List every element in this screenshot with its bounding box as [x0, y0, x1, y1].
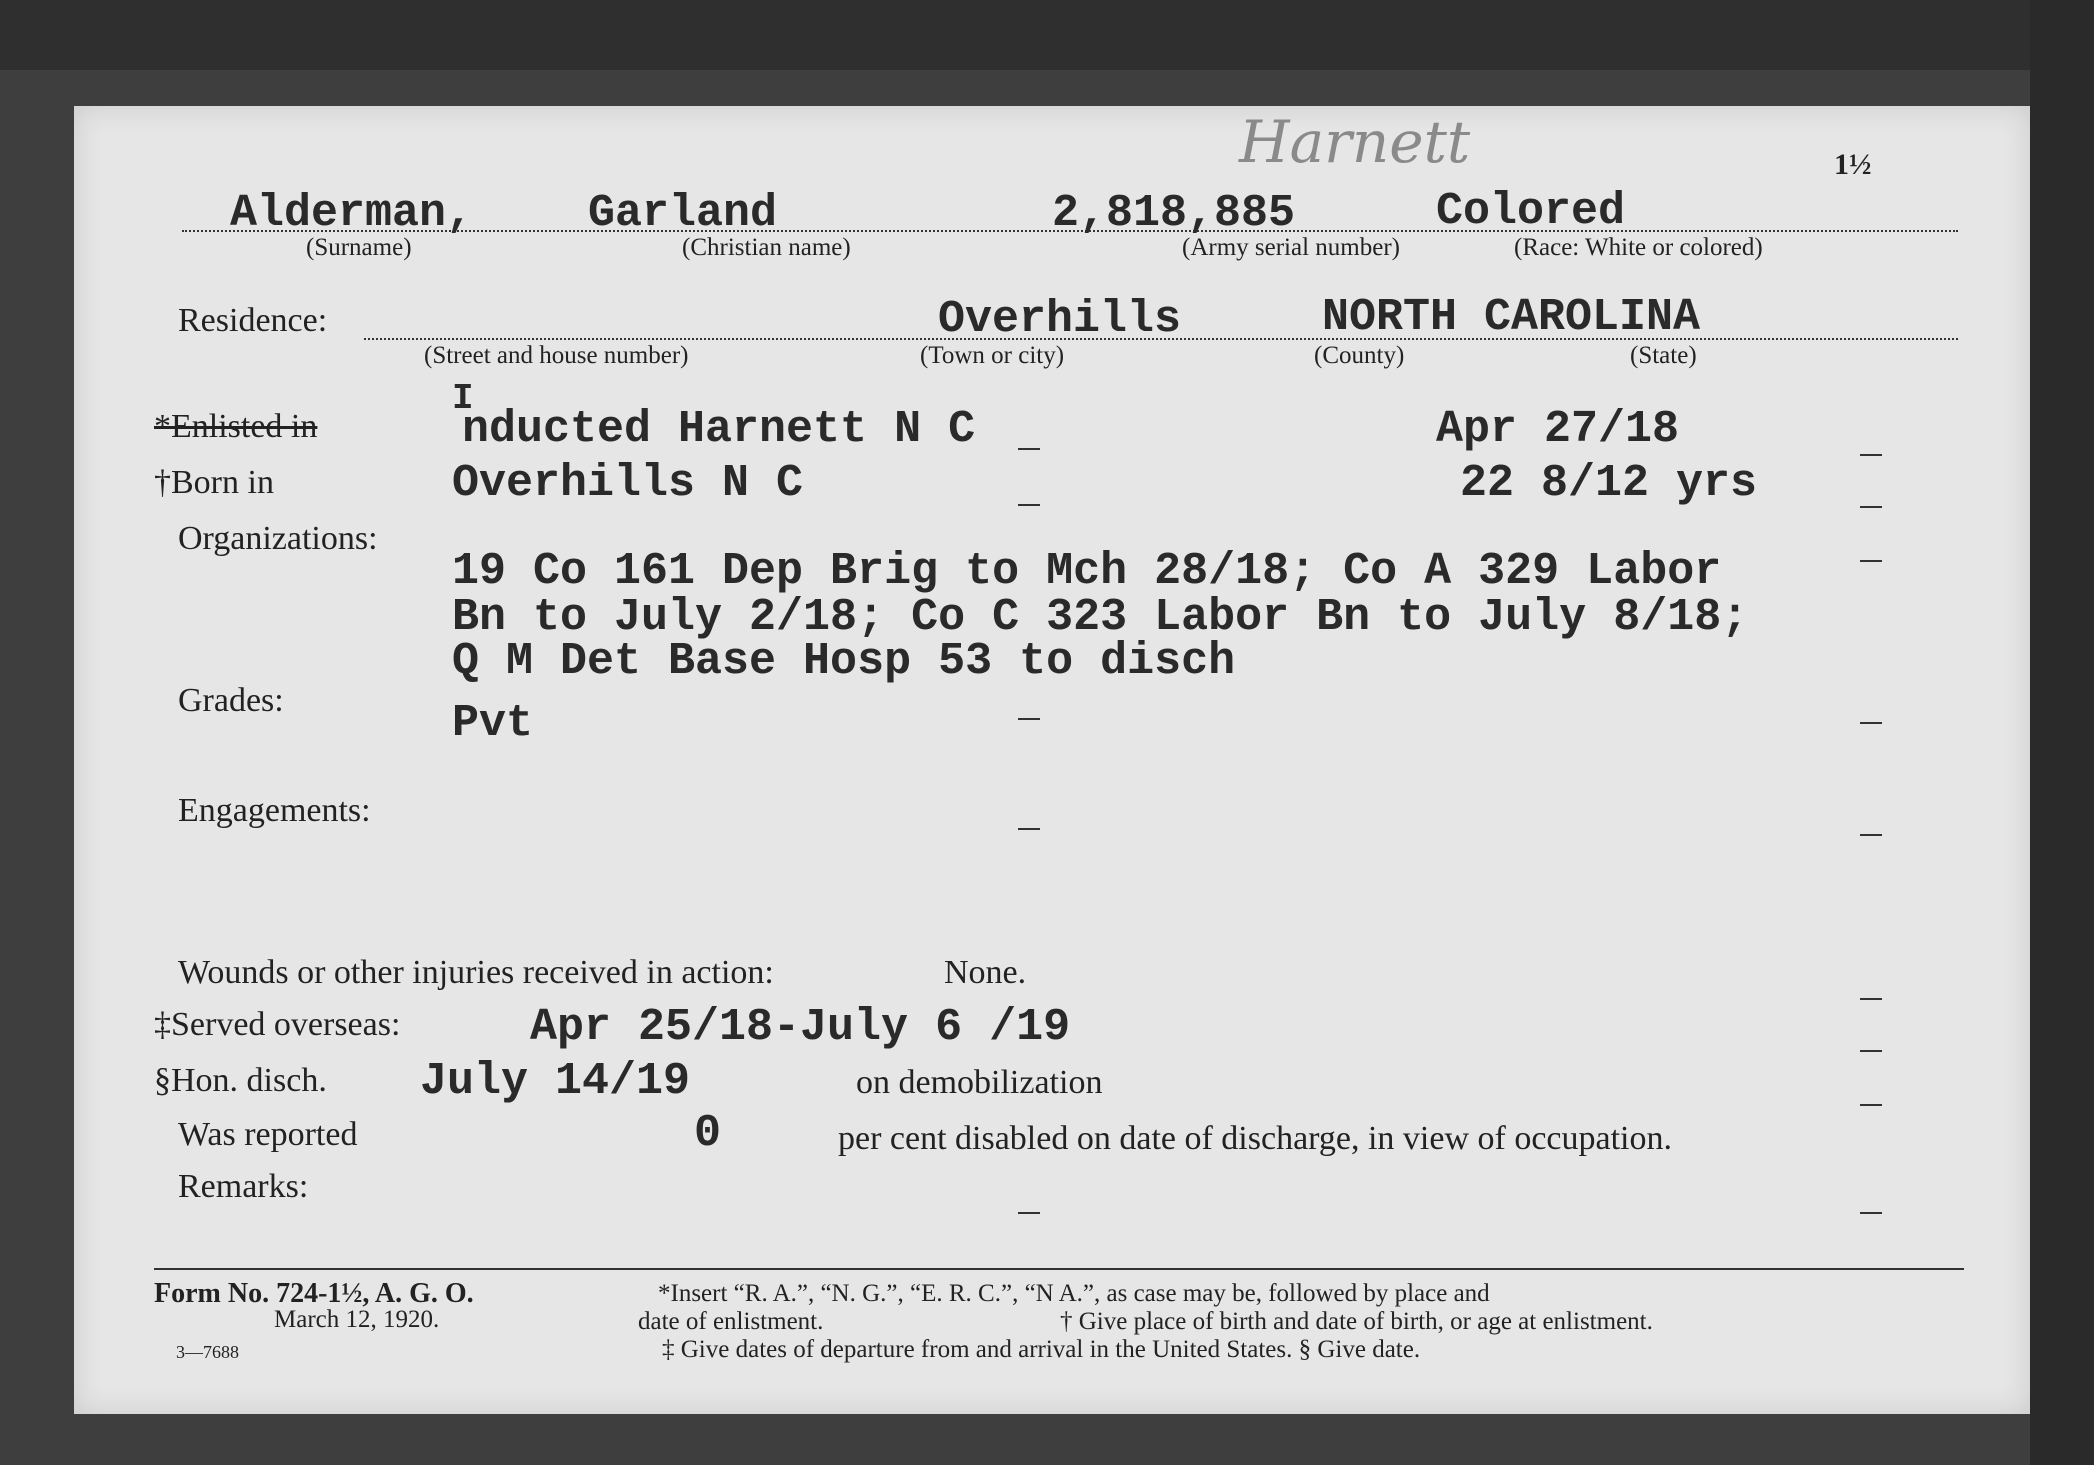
served-overseas-label: ‡Served overseas:	[154, 1006, 401, 1043]
organizations-line-2: Bn to July 2/18; Co C 323 Labor Bn to July 8/18;	[452, 592, 1749, 643]
enlisted-place-prefix: I	[452, 378, 474, 419]
race-caption: (Race: White or colored)	[1514, 234, 1763, 261]
born-label: †Born in	[154, 464, 274, 501]
born-age-value: 22 8/12 yrs	[1460, 458, 1758, 509]
residence-town-value: Overhills	[938, 294, 1182, 345]
street-caption: (Street and house number)	[424, 342, 689, 369]
organizations-line-1: 19 Co 161 Dep Brig to Mch 28/18; Co A 329 Labor	[452, 546, 1722, 597]
race-value: Colored	[1436, 186, 1626, 237]
enlisted-label: *Enlisted in	[154, 408, 318, 445]
state-caption: (State)	[1630, 342, 1697, 369]
christian-name-value: Garland	[588, 188, 778, 239]
handwritten-county: Harnett	[1239, 108, 1471, 176]
engagements-label: Engagements:	[178, 792, 371, 829]
footer-rule	[154, 1268, 1964, 1270]
serial-number-value: 2,818,885	[1052, 188, 1296, 239]
footnote-line-3: ‡ Give dates of departure from and arrival in the United States. § Give date.	[662, 1336, 1421, 1363]
form-fraction: 1½	[1834, 148, 1872, 181]
reported-text: per cent disabled on date of discharge, in view of occupation.	[838, 1120, 1672, 1157]
dash-mark	[1018, 504, 1040, 506]
serial-caption: (Army serial number)	[1182, 234, 1400, 261]
dash-mark	[1860, 834, 1882, 836]
dash-mark	[1860, 998, 1882, 1000]
dash-mark	[1018, 718, 1040, 720]
remarks-label: Remarks:	[178, 1168, 309, 1205]
dash-mark	[1860, 722, 1882, 724]
dash-mark	[1860, 1104, 1882, 1106]
enlisted-date-value: Apr 27/18	[1436, 404, 1680, 455]
organizations-line-3: Q M Det Base Hosp 53 to disch	[452, 636, 1236, 687]
scan-background-right	[2030, 0, 2094, 1465]
wounds-value: None.	[944, 954, 1027, 991]
dash-mark	[1860, 454, 1882, 456]
county-caption: (County)	[1314, 342, 1405, 369]
organizations-label: Organizations:	[178, 520, 378, 557]
dash-mark	[1860, 560, 1882, 562]
christian-name-caption: (Christian name)	[682, 234, 851, 261]
dash-mark	[1860, 506, 1882, 508]
scan-background-top	[0, 0, 2094, 70]
grades-label: Grades:	[178, 682, 284, 719]
service-record-card	[74, 106, 2030, 1414]
dash-mark	[1018, 828, 1040, 830]
form-number: Form No. 724-1½, A. G. O.	[154, 1278, 474, 1309]
residence-county-state-value: NORTH CAROLINA	[1322, 292, 1701, 343]
dash-mark	[1018, 1212, 1040, 1214]
footnote-line-2-right: † Give place of birth and date of birth, or age at enlistment.	[1060, 1308, 1653, 1335]
surname-caption: (Surname)	[306, 234, 412, 261]
reported-value: 0	[694, 1108, 722, 1159]
surname-value: Alderman,	[230, 188, 474, 239]
born-place-value: Overhills N C	[452, 458, 804, 509]
dash-mark	[1860, 1212, 1882, 1214]
served-overseas-value: Apr 25/18-July 6 /19	[530, 1002, 1071, 1053]
form-date: March 12, 1920.	[274, 1306, 440, 1333]
enlisted-place-value: nducted Harnett N C	[462, 404, 976, 455]
footnote-line-2-left: date of enlistment.	[638, 1308, 824, 1335]
print-code: 3—7688	[176, 1342, 239, 1362]
town-caption: (Town or city)	[920, 342, 1065, 369]
dash-mark	[1018, 448, 1040, 450]
footnote-line-1: *Insert “R. A.”, “N. G.”, “E. R. C.”, “N A.”, as case may be, followed by place and	[658, 1280, 1490, 1307]
grades-value: Pvt	[452, 698, 534, 749]
residence-label: Residence:	[178, 302, 328, 339]
dash-mark	[1860, 1050, 1882, 1052]
wounds-label: Wounds or other injuries received in action:	[178, 954, 774, 991]
reported-label: Was reported	[178, 1116, 358, 1153]
hon-disch-reason: on demobilization	[856, 1064, 1103, 1101]
hon-disch-date-value: July 14/19	[420, 1056, 691, 1107]
hon-disch-label: §Hon. disch.	[154, 1062, 327, 1099]
